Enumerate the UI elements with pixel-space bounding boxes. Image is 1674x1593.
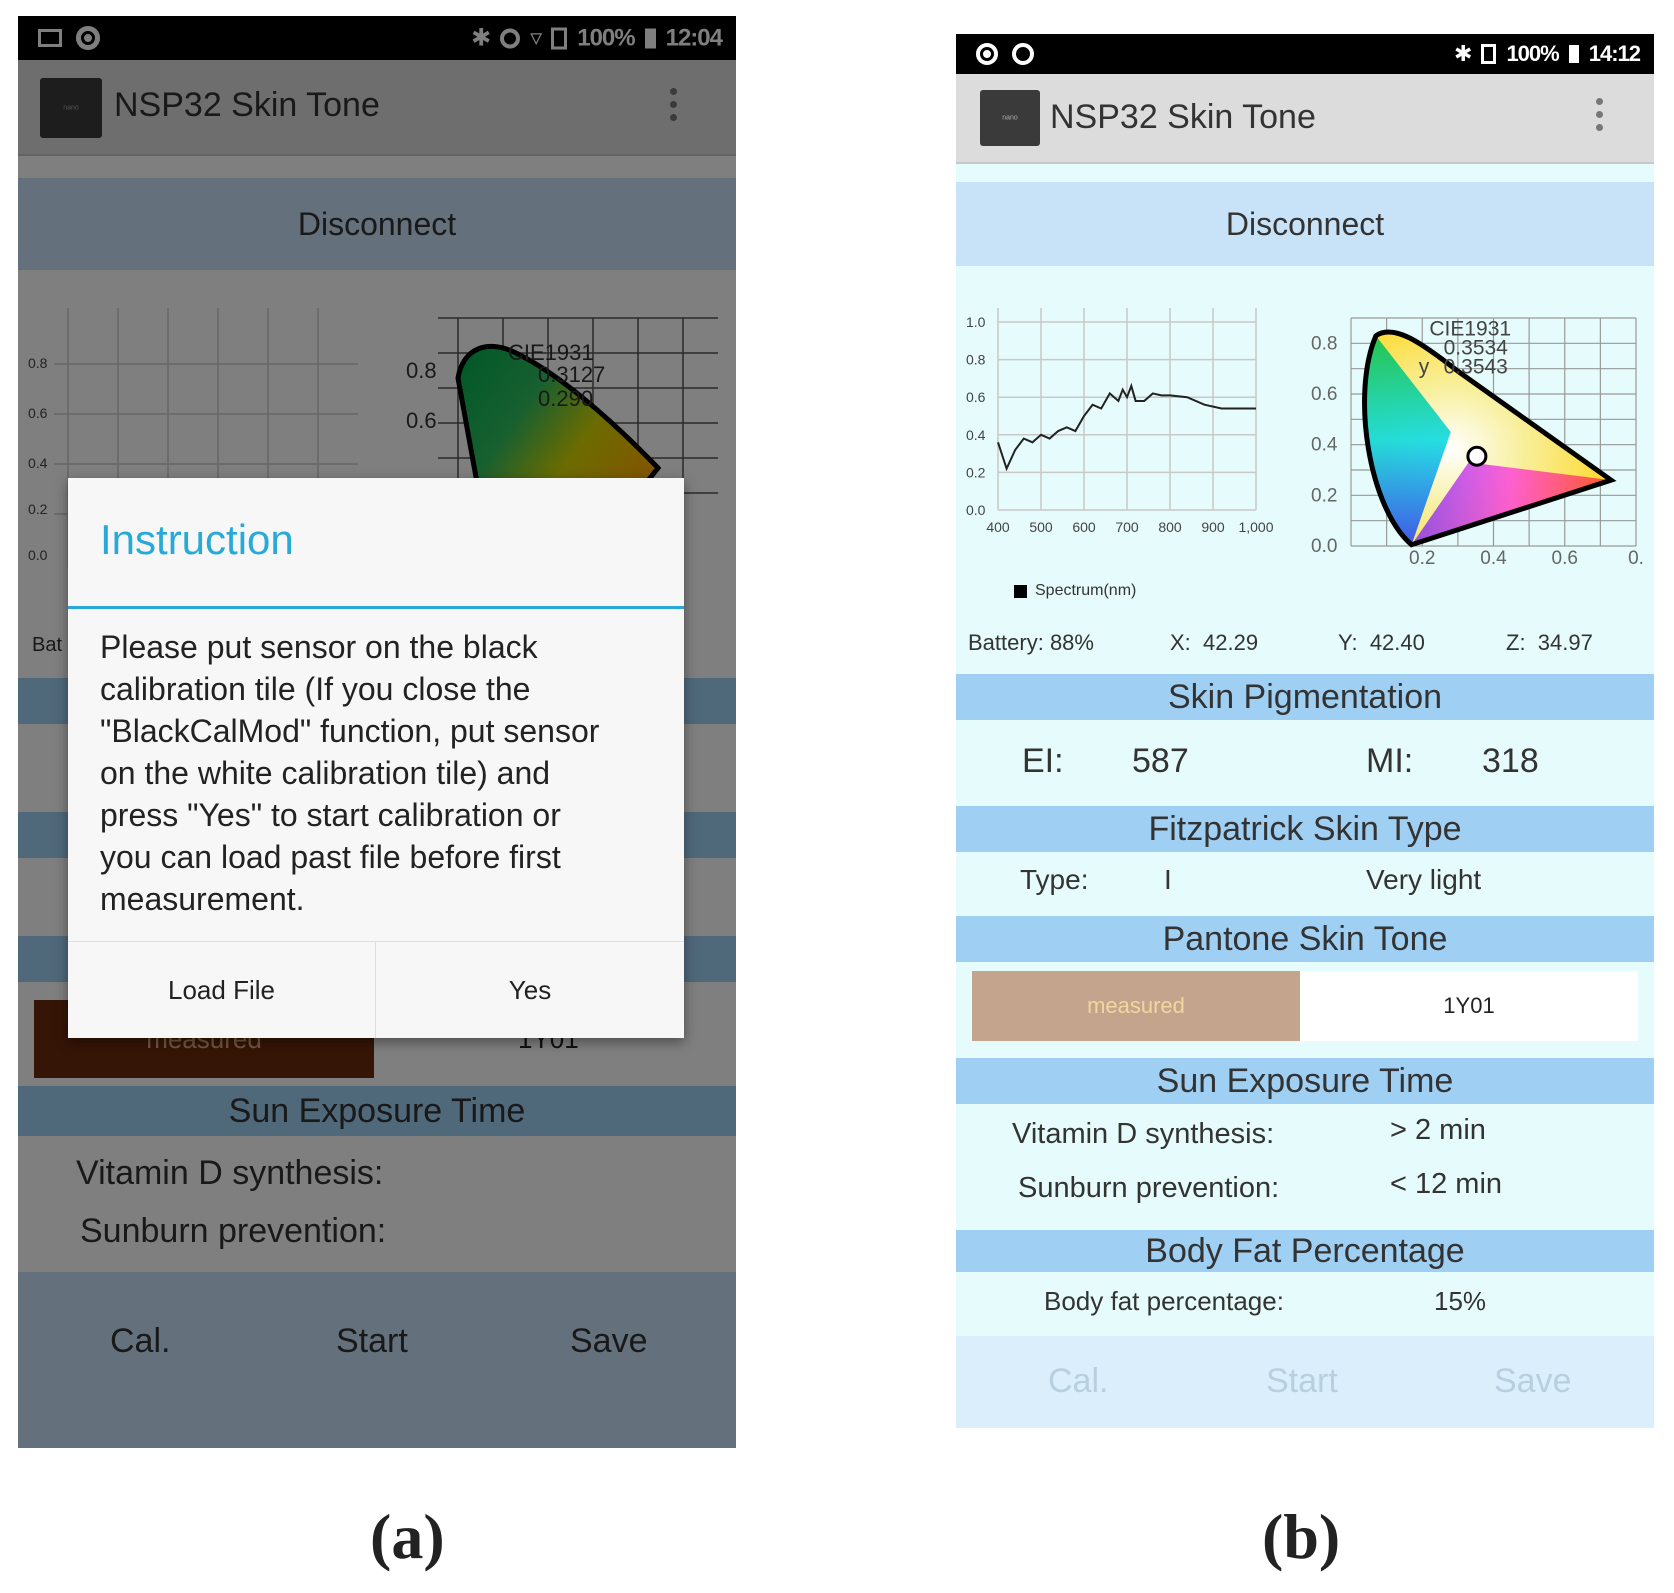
- y-tick-label: 0.0: [1311, 536, 1338, 557]
- pantone-code: 1Y01: [1300, 971, 1638, 1041]
- x-tick-label: 900: [1201, 519, 1225, 535]
- x-value: 42.29: [1203, 630, 1259, 655]
- vitamin-d-label: Vitamin D synthesis:: [1012, 1118, 1275, 1150]
- dialog-buttons: [68, 941, 684, 1038]
- bluetooth-icon: ✱: [1454, 41, 1472, 66]
- x-tick-label: 800: [1158, 519, 1182, 535]
- app-logo: nano: [980, 90, 1040, 146]
- yes-button[interactable]: Yes: [508, 975, 552, 1005]
- record-icon: [976, 43, 998, 65]
- app-title: NSP32 Skin Tone: [1050, 98, 1316, 136]
- dialog-divider: [68, 606, 684, 609]
- type-description: Very light: [1366, 864, 1482, 895]
- start-button[interactable]: Start: [1266, 1362, 1338, 1400]
- x-tick-label: 0.: [1628, 548, 1644, 569]
- disconnect-button[interactable]: Disconnect: [956, 182, 1654, 266]
- y-tick-label: 0.2: [966, 464, 986, 481]
- instruction-dialog: [68, 478, 684, 1038]
- mi-label: MI:: [1366, 742, 1414, 780]
- cie-y-value: 0.3543: [1443, 355, 1508, 379]
- spectrum-legend: [1014, 582, 1136, 600]
- battery-label: Battery: 88%: [968, 630, 1094, 655]
- type-label: Type:: [1020, 864, 1089, 895]
- x-tick-label: 700: [1115, 519, 1139, 535]
- type-value: I: [1164, 864, 1172, 895]
- x-tick-label: 1,000: [1238, 519, 1274, 535]
- body-fat-header: Body Fat Percentage: [956, 1230, 1654, 1272]
- y-value: 42.40: [1369, 630, 1425, 655]
- skin-pigmentation-header: Skin Pigmentation: [956, 674, 1654, 720]
- phone-screen-a: [18, 16, 736, 1448]
- legend-swatch: [1014, 585, 1027, 598]
- cie-data-point: [1468, 447, 1486, 465]
- caption-a: (a): [370, 1501, 445, 1572]
- dialog-message: Please put sensor on the black calibration tile (If you close the "BlackCalMod" function, put sensor on the white calibration tile) and press "Yes" to start calibration or you can load past file before first measurement.: [100, 629, 600, 917]
- cal-button[interactable]: Cal.: [1048, 1362, 1109, 1400]
- save-button[interactable]: Save: [1494, 1362, 1572, 1400]
- pantone-header: Pantone Skin Tone: [956, 916, 1654, 962]
- body-fat-label: Body fat percentage:: [1044, 1286, 1284, 1316]
- ei-label: EI:: [1022, 742, 1064, 780]
- sunburn-value: < 12 min: [1390, 1168, 1503, 1200]
- sim-icon: [1481, 44, 1496, 64]
- cie-label: CIE1931: [1429, 317, 1512, 341]
- battery-percent: 100%: [1506, 41, 1559, 66]
- y-tick-label: 0.4: [966, 426, 986, 443]
- y-readout: Y: 42.40: [1338, 630, 1425, 655]
- load-file-button[interactable]: Load File: [68, 942, 376, 1038]
- ei-value: 587: [1132, 742, 1189, 780]
- legend-label: Spectrum(nm): [1035, 582, 1137, 599]
- x-tick-label: 0.4: [1480, 548, 1507, 569]
- cie-x-value: 0.3534: [1443, 336, 1508, 360]
- y-tick-label: 0.4: [1311, 434, 1338, 456]
- x-tick-label: 500: [1029, 519, 1053, 535]
- battery-value: 88%: [1049, 630, 1094, 655]
- x-readout: X: 42.29: [1170, 630, 1259, 655]
- overflow-menu-icon[interactable]: [1596, 92, 1604, 137]
- clock: 14:12: [1588, 41, 1640, 66]
- y-tick-label: 0.8: [966, 351, 986, 368]
- sun-exposure-header: Sun Exposure Time: [956, 1058, 1654, 1104]
- y-tick-label: 0.8: [1311, 333, 1338, 355]
- action-bar: [956, 1336, 1654, 1428]
- x-tick-label: 0.6: [1551, 548, 1578, 569]
- y-tick-label: 0.6: [1311, 384, 1338, 405]
- spectrum-chart: [956, 296, 1296, 596]
- dialog-title: Instruction: [100, 516, 294, 563]
- z-value: 34.97: [1537, 630, 1593, 655]
- x-tick-label: 400: [986, 519, 1010, 535]
- app-bar: [956, 74, 1654, 164]
- x-tick-label: 0.2: [1409, 548, 1436, 569]
- cie-y-value-label: y: [1418, 355, 1430, 379]
- y-tick-label: 1.0: [966, 314, 986, 330]
- y-tick-label: 0.0: [966, 502, 986, 518]
- phone-screen-b: [956, 34, 1654, 1428]
- measured-swatch: measured: [972, 971, 1300, 1041]
- fitzpatrick-header: Fitzpatrick Skin Type: [956, 806, 1654, 852]
- vitamin-d-value: > 2 min: [1390, 1114, 1486, 1146]
- shield-icon: [1012, 43, 1034, 65]
- y-tick-label: 0.6: [966, 389, 986, 406]
- y-tick-label: 0.2: [1311, 485, 1338, 507]
- battery-icon: [1569, 45, 1579, 63]
- x-tick-label: 600: [1072, 519, 1096, 535]
- status-bar: [956, 34, 1654, 74]
- caption-b: (b): [1262, 1501, 1341, 1572]
- mi-value: 318: [1482, 742, 1539, 780]
- sunburn-label: Sunburn prevention:: [1018, 1172, 1280, 1204]
- cie-chart: [1311, 296, 1654, 596]
- z-readout: Z: 34.97: [1506, 630, 1593, 655]
- body-fat-value: 15%: [1434, 1286, 1487, 1316]
